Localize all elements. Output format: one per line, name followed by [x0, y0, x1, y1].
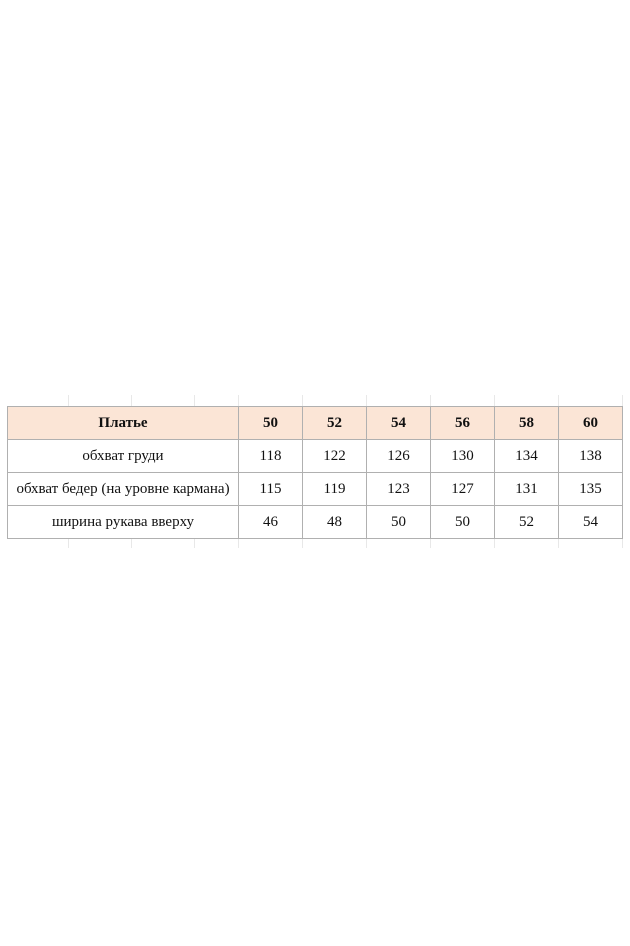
cell-chest-52: 122	[303, 440, 367, 473]
cell-sleeve-58: 52	[495, 506, 559, 539]
column-guide	[558, 538, 559, 548]
table-row	[8, 440, 623, 473]
table-row	[8, 473, 623, 506]
cell-chest-54: 126	[367, 440, 431, 473]
cell-hips-60: 135	[559, 473, 623, 506]
cell-hips-54: 123	[367, 473, 431, 506]
column-guide	[194, 538, 195, 548]
table-header-row	[8, 407, 623, 440]
column-guide	[131, 538, 132, 548]
cell-chest-56: 130	[431, 440, 495, 473]
cell-sleeve-56: 50	[431, 506, 495, 539]
cell-sleeve-54: 50	[367, 506, 431, 539]
header-cell-size-50: 50	[239, 407, 303, 440]
row-label-chest: обхват груди	[8, 440, 239, 473]
cell-sleeve-52: 48	[303, 506, 367, 539]
row-label-hips: обхват бедер (на уровне кармана)	[8, 473, 239, 506]
column-guide	[430, 538, 431, 548]
column-guide	[238, 538, 239, 548]
cell-sleeve-60: 54	[559, 506, 623, 539]
header-cell-product: Платье	[8, 407, 239, 440]
header-cell-size-60: 60	[559, 407, 623, 440]
header-cell-size-54: 54	[367, 407, 431, 440]
column-guide	[622, 538, 623, 548]
column-guide	[366, 538, 367, 548]
cell-hips-50: 115	[239, 473, 303, 506]
column-guide	[302, 538, 303, 548]
header-cell-size-58: 58	[495, 407, 559, 440]
column-guide	[494, 538, 495, 548]
header-cell-size-52: 52	[303, 407, 367, 440]
header-cell-size-56: 56	[431, 407, 495, 440]
size-chart-table	[7, 406, 623, 539]
cell-hips-52: 119	[303, 473, 367, 506]
cell-chest-60: 138	[559, 440, 623, 473]
cell-chest-58: 134	[495, 440, 559, 473]
cell-hips-56: 127	[431, 473, 495, 506]
cell-hips-58: 131	[495, 473, 559, 506]
column-guide	[68, 538, 69, 548]
cell-chest-50: 118	[239, 440, 303, 473]
cell-sleeve-50: 46	[239, 506, 303, 539]
row-label-sleeve-width: ширина рукава вверху	[8, 506, 239, 539]
table-row	[8, 506, 623, 539]
size-chart-container	[7, 406, 623, 539]
